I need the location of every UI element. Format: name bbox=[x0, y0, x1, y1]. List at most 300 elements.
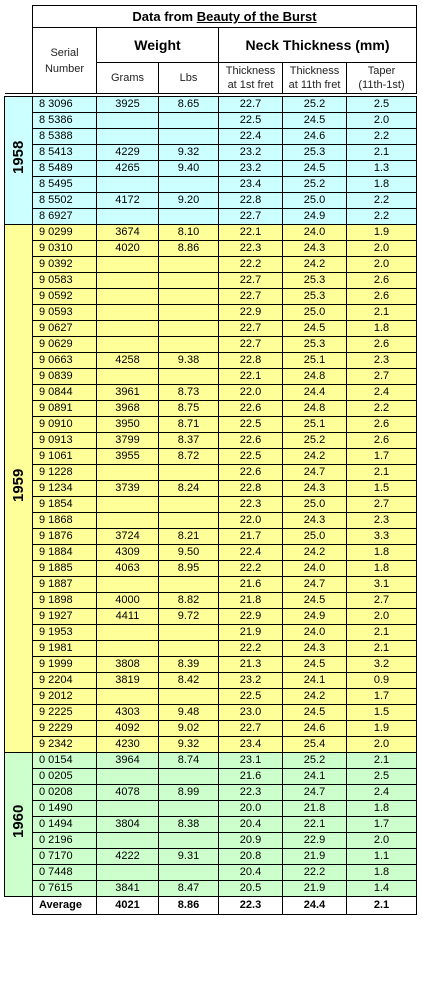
taper-cell: 2.0 bbox=[347, 113, 417, 129]
thick-11th-cell: 21.8 bbox=[283, 801, 347, 817]
serial-cell: 9 0592 bbox=[33, 289, 97, 305]
thick-1st-cell: 20.5 bbox=[219, 881, 283, 897]
thick-1st-header: Thickness at 1st fret bbox=[219, 63, 283, 94]
serial-cell: 9 0844 bbox=[33, 385, 97, 401]
serial-cell: 9 1999 bbox=[33, 657, 97, 673]
thick-11th-cell: 24.5 bbox=[283, 161, 347, 177]
grams-cell: 4020 bbox=[97, 241, 159, 257]
table-row bbox=[5, 673, 417, 689]
thick-11th-cell: 21.9 bbox=[283, 881, 347, 897]
table-row bbox=[5, 241, 417, 257]
grams-cell: 4303 bbox=[97, 705, 159, 721]
serial-cell: 9 0891 bbox=[33, 401, 97, 417]
thick-1st-cell: 20.4 bbox=[219, 865, 283, 881]
taper-cell: 2.7 bbox=[347, 593, 417, 609]
grams-cell bbox=[97, 321, 159, 337]
grams-cell: 3950 bbox=[97, 417, 159, 433]
grams-cell: 3964 bbox=[97, 753, 159, 769]
taper-cell: 1.8 bbox=[347, 321, 417, 337]
lbs-cell bbox=[159, 209, 219, 225]
thick-11th-cell: 25.1 bbox=[283, 353, 347, 369]
serial-cell: 9 1234 bbox=[33, 481, 97, 497]
thick-11th-cell: 21.9 bbox=[283, 849, 347, 865]
thick-11th-cell: 24.7 bbox=[283, 785, 347, 801]
taper-cell: 3.3 bbox=[347, 529, 417, 545]
serial-cell: 9 0663 bbox=[33, 353, 97, 369]
avg-lbs: 8.86 bbox=[159, 897, 219, 915]
lbs-cell bbox=[159, 337, 219, 353]
table-row bbox=[5, 705, 417, 721]
taper-cell: 2.4 bbox=[347, 785, 417, 801]
lbs-cell bbox=[159, 689, 219, 705]
grams-cell: 3808 bbox=[97, 657, 159, 673]
thick-11th-cell: 24.0 bbox=[283, 561, 347, 577]
lbs-cell bbox=[159, 273, 219, 289]
thick-11th-cell: 24.4 bbox=[283, 385, 347, 401]
thick-11th-cell: 24.5 bbox=[283, 321, 347, 337]
thick-1st-cell: 22.7 bbox=[219, 209, 283, 225]
table-row bbox=[5, 385, 417, 401]
thick-1st-cell: 21.7 bbox=[219, 529, 283, 545]
table-row bbox=[5, 337, 417, 353]
grams-cell: 4230 bbox=[97, 737, 159, 753]
taper-cell: 2.5 bbox=[347, 97, 417, 113]
serial-cell: 8 5502 bbox=[33, 193, 97, 209]
table-row bbox=[5, 449, 417, 465]
thick-11th-cell: 25.1 bbox=[283, 417, 347, 433]
grams-cell bbox=[97, 129, 159, 145]
neck-thickness-header: Neck Thickness (mm) bbox=[219, 28, 417, 63]
taper-cell: 2.0 bbox=[347, 737, 417, 753]
thick-11th-cell: 25.0 bbox=[283, 529, 347, 545]
lbs-cell: 8.10 bbox=[159, 225, 219, 241]
thick-11th-cell: 24.1 bbox=[283, 673, 347, 689]
grams-cell: 3925 bbox=[97, 97, 159, 113]
serial-cell: 9 0392 bbox=[33, 257, 97, 273]
table-title: Data from Beauty of the Burst bbox=[33, 6, 417, 28]
thick-11th-cell: 25.0 bbox=[283, 497, 347, 513]
thick-1st-cell: 22.5 bbox=[219, 417, 283, 433]
taper-cell: 1.8 bbox=[347, 177, 417, 193]
thick-1st-cell: 23.2 bbox=[219, 161, 283, 177]
serial-number-header: Serial Number bbox=[33, 28, 97, 94]
thick-11th-cell: 22.2 bbox=[283, 865, 347, 881]
avg-taper: 2.1 bbox=[347, 897, 417, 915]
avg-thick-11th: 24.4 bbox=[283, 897, 347, 915]
grams-cell: 4172 bbox=[97, 193, 159, 209]
taper-cell: 1.9 bbox=[347, 225, 417, 241]
lbs-cell bbox=[159, 289, 219, 305]
grams-cell: 4411 bbox=[97, 609, 159, 625]
serial-cell: 0 1490 bbox=[33, 801, 97, 817]
lbs-cell: 8.39 bbox=[159, 657, 219, 673]
serial-cell: 8 5386 bbox=[33, 113, 97, 129]
table-row bbox=[5, 417, 417, 433]
grams-cell: 3724 bbox=[97, 529, 159, 545]
avg-grams: 4021 bbox=[97, 897, 159, 915]
serial-cell: 9 1884 bbox=[33, 545, 97, 561]
table-row bbox=[5, 801, 417, 817]
thick-1st-cell: 22.1 bbox=[219, 225, 283, 241]
table-row bbox=[5, 289, 417, 305]
weight-header: Weight bbox=[97, 28, 219, 63]
serial-cell: 9 1953 bbox=[33, 625, 97, 641]
lbs-cell: 8.42 bbox=[159, 673, 219, 689]
thick-11th-cell: 22.1 bbox=[283, 817, 347, 833]
lbs-cell bbox=[159, 513, 219, 529]
grams-cell: 4258 bbox=[97, 353, 159, 369]
thick-1st-cell: 21.6 bbox=[219, 577, 283, 593]
serial-cell: 8 6927 bbox=[33, 209, 97, 225]
grams-cell bbox=[97, 369, 159, 385]
taper-cell: 1.5 bbox=[347, 705, 417, 721]
taper-cell: 1.5 bbox=[347, 481, 417, 497]
table-row bbox=[5, 529, 417, 545]
thick-11th-cell: 25.2 bbox=[283, 177, 347, 193]
thick-1st-cell: 22.9 bbox=[219, 305, 283, 321]
lbs-cell: 9.20 bbox=[159, 193, 219, 209]
grams-cell bbox=[97, 641, 159, 657]
book-title: Beauty of the Burst bbox=[196, 9, 317, 24]
grams-cell: 4000 bbox=[97, 593, 159, 609]
serial-cell: 0 2196 bbox=[33, 833, 97, 849]
lbs-cell bbox=[159, 257, 219, 273]
table-row bbox=[5, 145, 417, 161]
lbs-cell: 8.74 bbox=[159, 753, 219, 769]
table-row bbox=[5, 833, 417, 849]
grams-cell: 4222 bbox=[97, 849, 159, 865]
year-label: 1958 bbox=[5, 97, 33, 225]
thick-11th-cell: 24.9 bbox=[283, 609, 347, 625]
serial-cell: 8 5413 bbox=[33, 145, 97, 161]
thick-1st-cell: 22.5 bbox=[219, 113, 283, 129]
table-row bbox=[5, 817, 417, 833]
table-row bbox=[5, 657, 417, 673]
table-row bbox=[5, 305, 417, 321]
taper-header: Taper (11th-1st) bbox=[347, 63, 417, 94]
serial-cell: 9 1876 bbox=[33, 529, 97, 545]
lbs-cell: 9.48 bbox=[159, 705, 219, 721]
taper-cell: 1.8 bbox=[347, 545, 417, 561]
thick-11th-cell: 25.2 bbox=[283, 433, 347, 449]
lbs-cell: 8.95 bbox=[159, 561, 219, 577]
thick-11th-cell: 24.0 bbox=[283, 225, 347, 241]
taper-cell: 2.2 bbox=[347, 401, 417, 417]
grams-cell: 3841 bbox=[97, 881, 159, 897]
taper-cell: 2.6 bbox=[347, 273, 417, 289]
taper-cell: 2.2 bbox=[347, 209, 417, 225]
thick-1st-cell: 22.2 bbox=[219, 641, 283, 657]
taper-cell: 2.0 bbox=[347, 257, 417, 273]
serial-cell: 9 1927 bbox=[33, 609, 97, 625]
thick-11th-cell: 24.5 bbox=[283, 593, 347, 609]
burst-data-table bbox=[4, 5, 417, 915]
table-row bbox=[5, 273, 417, 289]
table-row bbox=[5, 225, 417, 241]
table-row bbox=[5, 481, 417, 497]
taper-cell: 2.6 bbox=[347, 337, 417, 353]
table-row bbox=[5, 113, 417, 129]
grams-cell: 3804 bbox=[97, 817, 159, 833]
serial-cell: 0 7448 bbox=[33, 865, 97, 881]
thick-1st-cell: 22.5 bbox=[219, 449, 283, 465]
lbs-cell: 9.72 bbox=[159, 609, 219, 625]
thick-11th-cell: 24.3 bbox=[283, 481, 347, 497]
title-row bbox=[5, 6, 417, 28]
taper-cell: 2.0 bbox=[347, 609, 417, 625]
thick-1st-cell: 21.9 bbox=[219, 625, 283, 641]
lbs-cell bbox=[159, 625, 219, 641]
lbs-cell: 8.73 bbox=[159, 385, 219, 401]
lbs-cell bbox=[159, 305, 219, 321]
grams-cell: 3961 bbox=[97, 385, 159, 401]
lbs-cell bbox=[159, 865, 219, 881]
thick-1st-cell: 22.3 bbox=[219, 785, 283, 801]
thick-1st-cell: 22.6 bbox=[219, 401, 283, 417]
thick-11th-cell: 24.2 bbox=[283, 545, 347, 561]
lbs-cell: 8.72 bbox=[159, 449, 219, 465]
lbs-cell: 8.47 bbox=[159, 881, 219, 897]
thick-11th-cell: 24.3 bbox=[283, 513, 347, 529]
serial-cell: 9 0583 bbox=[33, 273, 97, 289]
thick-1st-cell: 22.8 bbox=[219, 353, 283, 369]
year-label: 1959 bbox=[5, 225, 33, 753]
thick-1st-cell: 22.7 bbox=[219, 97, 283, 113]
grams-cell bbox=[97, 577, 159, 593]
table-row bbox=[5, 593, 417, 609]
thick-11th-cell: 24.2 bbox=[283, 689, 347, 705]
thick-1st-cell: 23.4 bbox=[219, 177, 283, 193]
serial-cell: 9 2342 bbox=[33, 737, 97, 753]
table-row bbox=[5, 177, 417, 193]
table-row bbox=[5, 609, 417, 625]
thick-1st-cell: 22.7 bbox=[219, 273, 283, 289]
thick-11th-cell: 25.3 bbox=[283, 145, 347, 161]
taper-cell: 0.9 bbox=[347, 673, 417, 689]
thick-1st-cell: 22.7 bbox=[219, 289, 283, 305]
thick-11th-cell: 24.1 bbox=[283, 769, 347, 785]
taper-cell: 2.6 bbox=[347, 417, 417, 433]
grams-cell bbox=[97, 865, 159, 881]
taper-cell: 2.2 bbox=[347, 129, 417, 145]
serial-cell: 9 1981 bbox=[33, 641, 97, 657]
taper-cell: 2.0 bbox=[347, 241, 417, 257]
grams-cell: 3819 bbox=[97, 673, 159, 689]
table-row bbox=[5, 513, 417, 529]
table-row bbox=[5, 849, 417, 865]
taper-cell: 1.9 bbox=[347, 721, 417, 737]
serial-cell: 8 5388 bbox=[33, 129, 97, 145]
serial-cell: 9 1854 bbox=[33, 497, 97, 513]
lbs-cell: 9.02 bbox=[159, 721, 219, 737]
table-row bbox=[5, 209, 417, 225]
grams-cell bbox=[97, 689, 159, 705]
thick-11th-cell: 24.5 bbox=[283, 113, 347, 129]
taper-cell: 3.1 bbox=[347, 577, 417, 593]
taper-cell: 2.6 bbox=[347, 289, 417, 305]
taper-cell: 2.1 bbox=[347, 625, 417, 641]
grams-header: Grams bbox=[97, 63, 159, 94]
serial-cell: 0 7615 bbox=[33, 881, 97, 897]
grams-cell: 3955 bbox=[97, 449, 159, 465]
lbs-cell: 8.38 bbox=[159, 817, 219, 833]
serial-cell: 9 0839 bbox=[33, 369, 97, 385]
grams-cell: 4229 bbox=[97, 145, 159, 161]
serial-cell: 9 0593 bbox=[33, 305, 97, 321]
thick-1st-cell: 22.0 bbox=[219, 513, 283, 529]
table-row bbox=[5, 465, 417, 481]
grams-cell bbox=[97, 465, 159, 481]
taper-cell: 1.8 bbox=[347, 801, 417, 817]
lbs-cell bbox=[159, 497, 219, 513]
thick-11th-cell: 24.7 bbox=[283, 577, 347, 593]
thick-11th-cell: 24.9 bbox=[283, 209, 347, 225]
serial-cell: 9 1887 bbox=[33, 577, 97, 593]
thick-11th-cell: 25.2 bbox=[283, 97, 347, 113]
grams-cell: 4063 bbox=[97, 561, 159, 577]
taper-cell: 2.1 bbox=[347, 145, 417, 161]
thick-1st-cell: 23.4 bbox=[219, 737, 283, 753]
avg-thick-1st: 22.3 bbox=[219, 897, 283, 915]
taper-cell: 2.1 bbox=[347, 465, 417, 481]
serial-cell: 9 2225 bbox=[33, 705, 97, 721]
table-row bbox=[5, 753, 417, 769]
lbs-cell bbox=[159, 113, 219, 129]
taper-cell: 2.1 bbox=[347, 641, 417, 657]
grams-cell bbox=[97, 625, 159, 641]
grams-cell bbox=[97, 289, 159, 305]
taper-cell: 1.7 bbox=[347, 449, 417, 465]
lbs-cell bbox=[159, 833, 219, 849]
thick-11th-cell: 24.0 bbox=[283, 625, 347, 641]
thick-11th-cell: 25.0 bbox=[283, 305, 347, 321]
serial-cell: 8 3096 bbox=[33, 97, 97, 113]
thick-1st-cell: 21.8 bbox=[219, 593, 283, 609]
thick-1st-cell: 22.4 bbox=[219, 129, 283, 145]
taper-cell: 1.1 bbox=[347, 849, 417, 865]
grams-cell bbox=[97, 513, 159, 529]
table-row bbox=[5, 161, 417, 177]
grams-cell bbox=[97, 273, 159, 289]
lbs-cell: 9.31 bbox=[159, 849, 219, 865]
thick-1st-cell: 22.2 bbox=[219, 257, 283, 273]
thick-11th-cell: 24.5 bbox=[283, 705, 347, 721]
lbs-cell bbox=[159, 321, 219, 337]
grams-cell bbox=[97, 113, 159, 129]
lbs-cell: 8.24 bbox=[159, 481, 219, 497]
thick-1st-cell: 22.7 bbox=[219, 321, 283, 337]
lbs-cell bbox=[159, 577, 219, 593]
table-row bbox=[5, 193, 417, 209]
thick-1st-cell: 22.8 bbox=[219, 481, 283, 497]
table-row bbox=[5, 369, 417, 385]
table-row bbox=[5, 577, 417, 593]
taper-cell: 2.4 bbox=[347, 385, 417, 401]
serial-cell: 0 0205 bbox=[33, 769, 97, 785]
lbs-cell bbox=[159, 641, 219, 657]
grams-cell: 3968 bbox=[97, 401, 159, 417]
table-row bbox=[5, 785, 417, 801]
thick-1st-cell: 21.3 bbox=[219, 657, 283, 673]
table-row bbox=[5, 881, 417, 897]
grams-cell: 3739 bbox=[97, 481, 159, 497]
serial-cell: 9 0299 bbox=[33, 225, 97, 241]
taper-cell: 2.5 bbox=[347, 769, 417, 785]
thick-11th-cell: 24.3 bbox=[283, 641, 347, 657]
lbs-cell: 9.38 bbox=[159, 353, 219, 369]
table-row bbox=[5, 625, 417, 641]
lbs-header: Lbs bbox=[159, 63, 219, 94]
thick-1st-cell: 22.3 bbox=[219, 241, 283, 257]
taper-cell: 1.7 bbox=[347, 817, 417, 833]
taper-cell: 1.7 bbox=[347, 689, 417, 705]
thick-1st-cell: 22.7 bbox=[219, 337, 283, 353]
lbs-cell bbox=[159, 465, 219, 481]
taper-cell: 2.2 bbox=[347, 193, 417, 209]
table-row bbox=[5, 497, 417, 513]
grams-cell: 3799 bbox=[97, 433, 159, 449]
thick-11th-cell: 24.8 bbox=[283, 401, 347, 417]
lbs-cell: 8.82 bbox=[159, 593, 219, 609]
thick-1st-cell: 22.2 bbox=[219, 561, 283, 577]
thick-11th-header: Thickness at 11th fret bbox=[283, 63, 347, 94]
lbs-cell: 8.71 bbox=[159, 417, 219, 433]
table-row bbox=[5, 865, 417, 881]
serial-cell: 9 2012 bbox=[33, 689, 97, 705]
grams-cell: 4092 bbox=[97, 721, 159, 737]
serial-cell: 8 5495 bbox=[33, 177, 97, 193]
grams-cell bbox=[97, 209, 159, 225]
lbs-cell: 9.40 bbox=[159, 161, 219, 177]
grams-cell bbox=[97, 305, 159, 321]
lbs-cell: 8.99 bbox=[159, 785, 219, 801]
taper-cell: 2.1 bbox=[347, 305, 417, 321]
lbs-cell: 8.37 bbox=[159, 433, 219, 449]
thick-11th-cell: 24.8 bbox=[283, 369, 347, 385]
grams-cell bbox=[97, 337, 159, 353]
lbs-cell: 9.50 bbox=[159, 545, 219, 561]
thick-1st-cell: 22.6 bbox=[219, 465, 283, 481]
lbs-cell bbox=[159, 177, 219, 193]
thick-1st-cell: 21.6 bbox=[219, 769, 283, 785]
serial-cell: 9 1061 bbox=[33, 449, 97, 465]
thick-1st-cell: 23.2 bbox=[219, 145, 283, 161]
header-row-1 bbox=[5, 28, 417, 63]
lbs-cell: 8.75 bbox=[159, 401, 219, 417]
lbs-cell: 8.21 bbox=[159, 529, 219, 545]
grams-cell bbox=[97, 801, 159, 817]
thick-1st-cell: 22.6 bbox=[219, 433, 283, 449]
serial-cell: 9 0910 bbox=[33, 417, 97, 433]
taper-cell: 2.6 bbox=[347, 433, 417, 449]
grams-cell: 4265 bbox=[97, 161, 159, 177]
thick-11th-cell: 25.3 bbox=[283, 289, 347, 305]
average-row bbox=[5, 897, 417, 915]
thick-11th-cell: 24.2 bbox=[283, 257, 347, 273]
table-row bbox=[5, 737, 417, 753]
thick-11th-cell: 25.2 bbox=[283, 753, 347, 769]
taper-cell: 2.0 bbox=[347, 833, 417, 849]
serial-cell: 9 2204 bbox=[33, 673, 97, 689]
thick-11th-cell: 24.5 bbox=[283, 657, 347, 673]
grams-cell bbox=[97, 497, 159, 513]
serial-cell: 0 0154 bbox=[33, 753, 97, 769]
thick-11th-cell: 24.7 bbox=[283, 465, 347, 481]
serial-cell: 9 1228 bbox=[33, 465, 97, 481]
year-label: 1960 bbox=[5, 753, 33, 897]
grams-cell: 4309 bbox=[97, 545, 159, 561]
table-row bbox=[5, 545, 417, 561]
